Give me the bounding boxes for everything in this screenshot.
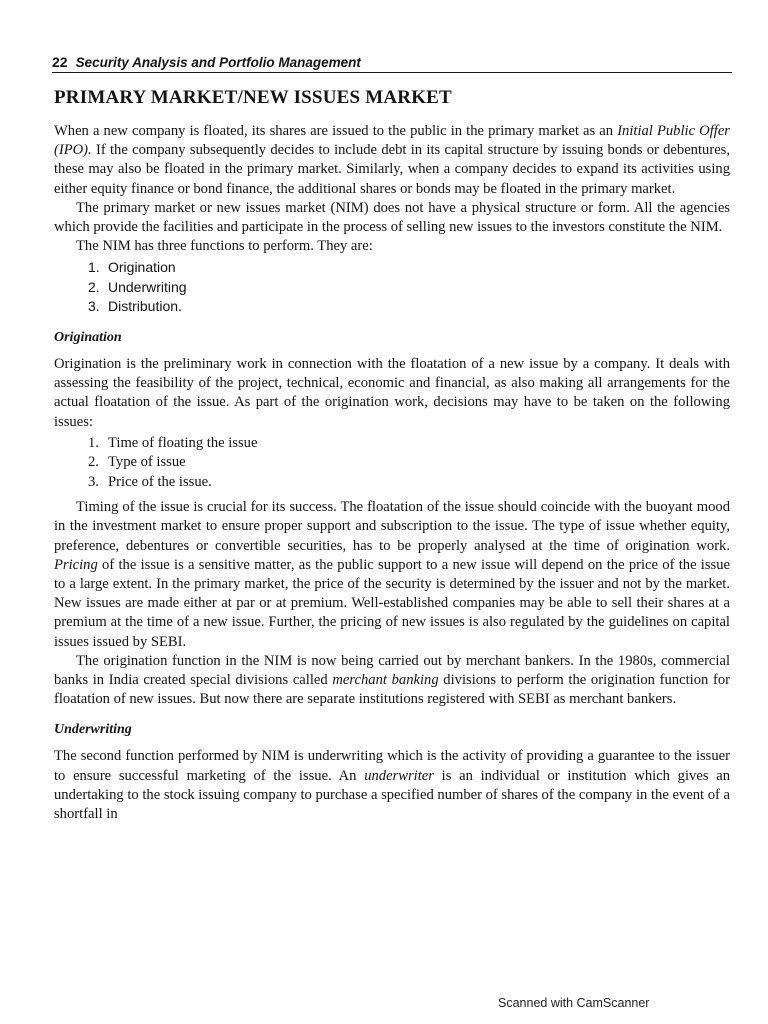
list-number: 1. xyxy=(88,259,100,276)
list-number: 1. xyxy=(88,434,99,451)
origination-p3-text-b: divisions to perform the origination function for floatation of new issues. But now there are separate institutions registered with SEBI as merchant bankers. xyxy=(54,672,730,708)
intro-p1-text-a: When a new company is floated, its shares are issued to the public in the primary market as an xyxy=(54,123,618,139)
list-text: Underwriting xyxy=(108,278,187,295)
list-text: Distribution. xyxy=(108,298,182,315)
list-item xyxy=(88,297,730,317)
section-title: PRIMARY MARKET/NEW ISSUES MARKET xyxy=(54,87,452,108)
underwriting-paragraph-1 xyxy=(54,747,730,824)
ipo-term: Initial Public Offer (IPO). xyxy=(54,123,730,159)
origination-paragraph-1: Origination is the preliminary work in connection with the floatation of a new issue by a company. It deals with assessing the feasibility of the project, technical, economic and financial, as also making all arrangements for the actual floatation of the issue. As part of the origination work, decisions may have to be taken on the following issues: xyxy=(54,355,730,430)
running-header xyxy=(52,54,732,73)
list-text: Time of floating the issue xyxy=(108,434,258,451)
origination-heading: Origination xyxy=(54,329,122,345)
pricing-term: Pricing xyxy=(54,556,98,573)
underwriting-p1-text-b: is an individual or institution which gives an undertaking to the stock issuing company to purchase a specified number of shares of the company in the event of a shortfall in xyxy=(54,767,730,823)
intro-p1-text-b: If the company subsequently decides to include debt in its capital structure by issuing bonds or debentures, these may also be floated in the primary market. Similarly, when a company decides to expand its activities using either equity finance or bond finance, the additional shares or bonds may be floated in the primary market. xyxy=(54,142,730,197)
intro-paragraph-2: The primary market or new issues market (NIM) does not have a physical structure or form. All the agencies which provide the facilities and participate in the process of selling new issues to the investors constitute the NIM. xyxy=(54,199,730,236)
list-number: 3. xyxy=(88,473,99,490)
list-item xyxy=(88,434,730,454)
merchant-banking-term: merchant banking xyxy=(332,672,439,689)
list-number: 3. xyxy=(88,298,100,315)
list-number: 2. xyxy=(88,454,99,471)
origination-paragraph-3 xyxy=(54,652,730,710)
origination-p2-text-b: of the issue is a sensitive matter, as the public support to a new issue will depend on the price of the issue to a large extent. In the primary market, the price of the security is determined by the issuer and not by the market. New issues are made either at par or at premium. Well-established companies may be able to sell their shares at a premium at the time of a new issue. Further, the pricing of new issues is also regulated by the guidelines on capital issues issued by SEBI. xyxy=(54,556,730,650)
origination-p3-text-a: The origination function in the NIM is now being carried out by merchant bankers. In the 1980s, commercial banks in India created special divisions called xyxy=(54,652,730,689)
book-title: Security Analysis and Portfolio Management xyxy=(75,55,361,70)
list-item xyxy=(88,258,730,278)
underwriter-term: underwriter xyxy=(364,767,434,784)
origination-p2-text-a: Timing of the issue is crucial for its success. The floatation of the issue should coincide with the buoyant mood in the investment market to ensure proper support and subscription to the issue. The type of issue whether equity, preference, debentures or convertible securities, has to be properly analysed at the time of origination work. xyxy=(54,499,730,554)
list-item xyxy=(88,473,730,493)
page-number: 22 xyxy=(52,54,68,70)
origination-issues-list xyxy=(54,434,730,493)
origination-paragraph-2 xyxy=(54,498,730,652)
list-text: Price of the issue. xyxy=(108,473,212,490)
list-number: 2. xyxy=(88,278,100,295)
list-text: Type of issue xyxy=(108,454,186,471)
intro-paragraph-1 xyxy=(54,122,730,199)
underwriting-heading: Underwriting xyxy=(54,722,132,738)
list-item xyxy=(88,278,730,298)
scanner-watermark: Scanned with CamScanner xyxy=(498,996,650,1010)
functions-list xyxy=(54,258,730,317)
intro-paragraph-3: The NIM has three functions to perform. They are: xyxy=(76,238,373,255)
underwriting-p1-text-a: The second function performed by NIM is underwriting which is the activity of providing a guarantee to the issuer to ensure successful marketing of the issue. An xyxy=(54,748,730,784)
list-text: Origination xyxy=(108,259,176,276)
page-body xyxy=(54,86,730,824)
list-item xyxy=(88,453,730,473)
